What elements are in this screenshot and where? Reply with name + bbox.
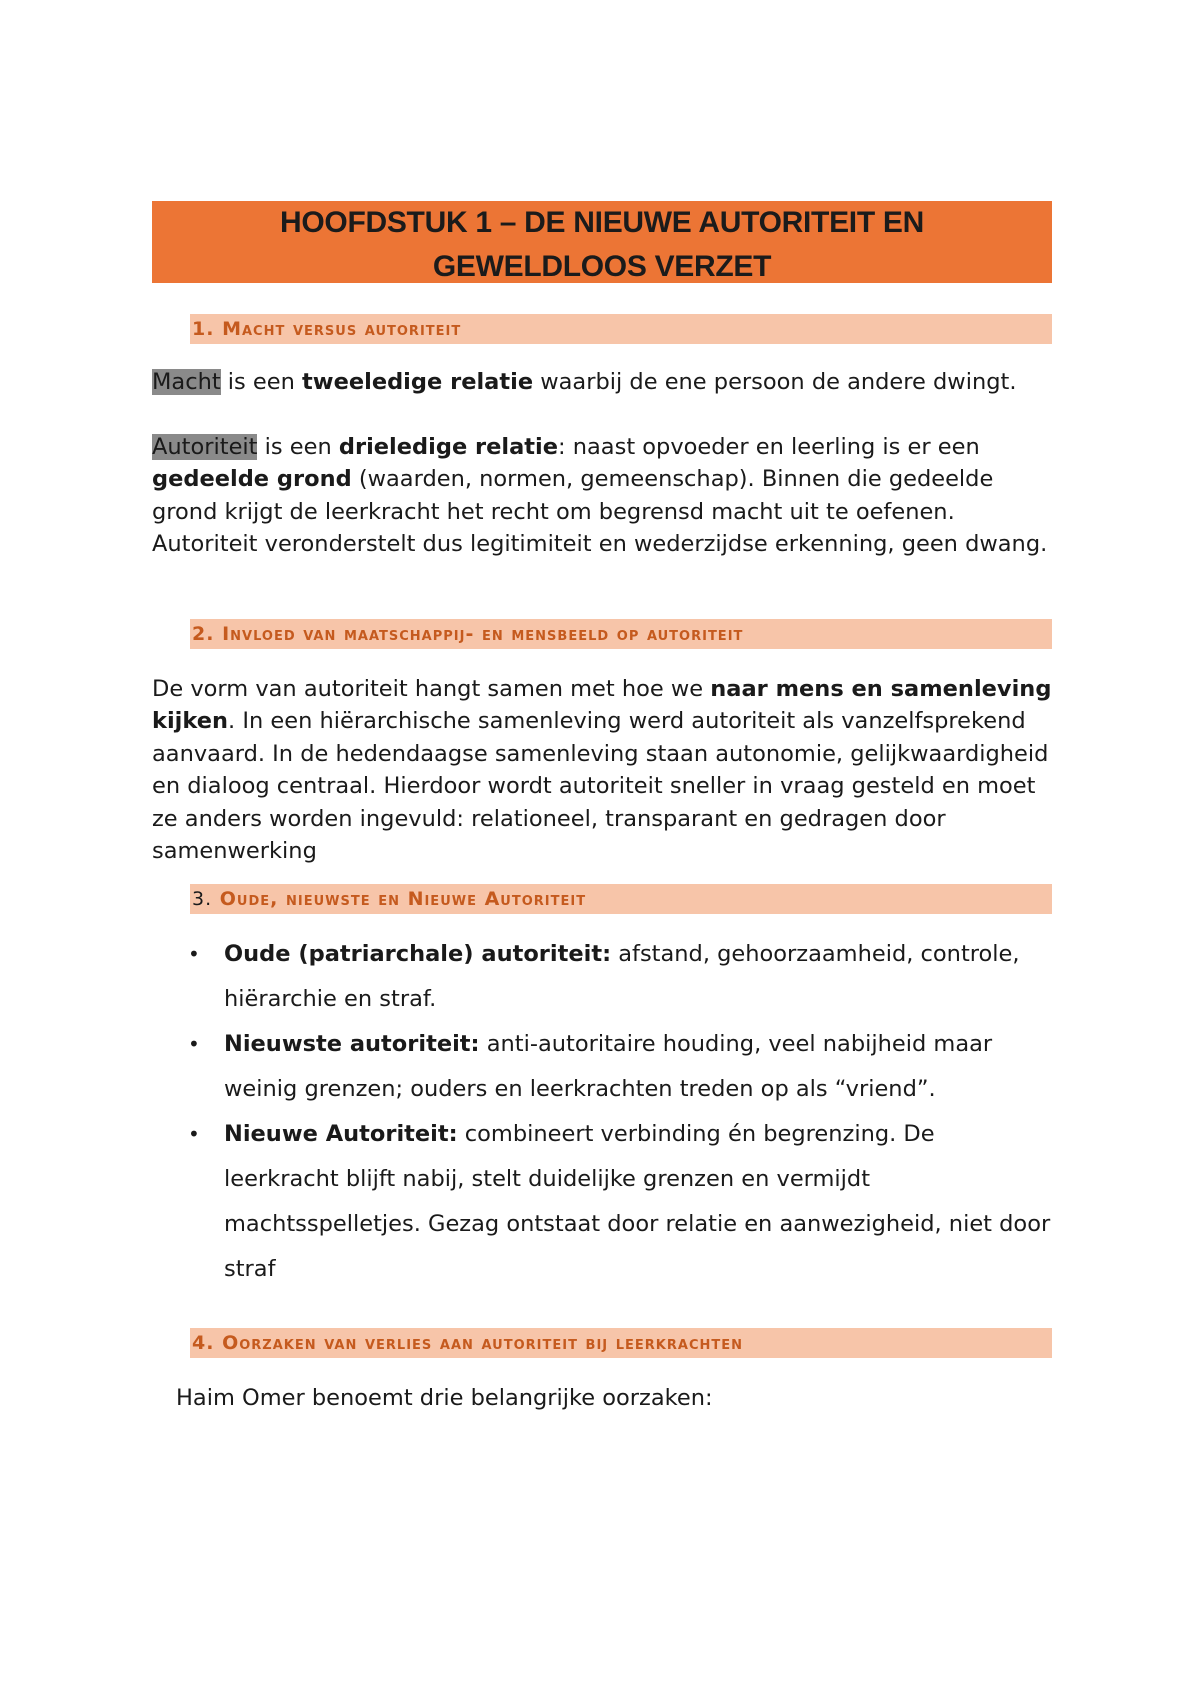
paragraph-macht: [152, 366, 1052, 399]
text-run: . In een hiërarchische samenleving werd autoriteit als vanzelfsprekend aanvaard. In de hedendaagse samenleving staan autonomie, gelijkwaardigheid en dialoog centraal. Hierdoor wordt autoriteit sneller in vraag gesteld en moet ze anders worden ingevuld: relationeel, transparant en gedragen door samenwerking: [152, 708, 1049, 864]
section-heading-3: [190, 884, 1052, 914]
text-run: is een: [220, 369, 303, 395]
section-number: 3.: [192, 887, 213, 910]
section-heading-4: [190, 1328, 1052, 1358]
list-item-text: combineert verbinding én begrenzing. De leerkracht blijft nabij, stelt duidelijke grenzen en vermijdt machtsspelletjes. Gezag ontstaat door relatie en aanwezigheid, niet door straf: [224, 1120, 1051, 1282]
chapter-title-line1: HOOFDSTUK 1 – DE NIEUWE AUTORITEIT EN: [280, 206, 924, 239]
list-item: [188, 1112, 1052, 1292]
chapter-title: [152, 201, 1052, 283]
bullet-icon: •: [188, 941, 200, 966]
section-title: Oude, nieuwste en Nieuwe Autoriteit: [219, 887, 587, 910]
highlighted-term: Autoriteit: [152, 433, 258, 460]
list-item-text: afstand, gehoorzaamheid, controle, hiërarchie en straf.: [224, 940, 1020, 1012]
bold-term: naar mens en samenleving kijken: [152, 675, 1052, 734]
bold-term: tweeledige relatie: [302, 369, 534, 395]
list-item: [188, 1022, 1052, 1112]
section-number: 2.: [192, 622, 215, 645]
text-run: (waarden, normen, gemeenschap). Binnen die gedeelde grond krijgt de leerkracht het recht om begrensd macht uit te oefenen. Autoriteit veronderstelt dus legitimiteit en wederzijdse erkenning, geen dwang.: [152, 466, 1048, 557]
text-run: De vorm van autoriteit hangt samen met hoe we: [152, 675, 711, 702]
bold-term: gedeelde grond: [152, 466, 352, 492]
bullet-icon: •: [188, 1031, 200, 1056]
paragraph-maatschappij: [152, 673, 1052, 868]
list-item-text: anti-autoritaire houding, veel nabijheid maar weinig grenzen; ouders en leerkrachten treden op als “vriend”.: [224, 1030, 993, 1102]
text-run: waarbij de ene persoon de andere dwingt.: [533, 369, 1017, 395]
bullet-icon: •: [188, 1121, 200, 1146]
chapter-title-line2: GEWELDLOOS VERZET: [432, 250, 772, 283]
list-item-label: Nieuwe Autoriteit:: [224, 1120, 458, 1147]
list-item: [188, 932, 1052, 1022]
section-title: Invloed van maatschappij- en mensbeeld op autoriteit: [222, 622, 744, 645]
section-number: 1.: [192, 318, 215, 340]
section-heading-2: [190, 619, 1052, 649]
authority-types-list: [152, 932, 1052, 1292]
paragraph-autoriteit: [152, 431, 1052, 561]
section-heading-1: [190, 314, 1052, 344]
bold-term: drieledige relatie: [338, 433, 559, 460]
list-item-label: Oude (patriarchale) autoriteit:: [224, 940, 612, 967]
section-title: Macht versus autoriteit: [222, 318, 462, 340]
section-title: Oorzaken van verlies aan autoriteit bij leerkrachten: [222, 1331, 744, 1354]
paragraph-oorzaken-intro: Haim Omer benoemt drie belangrijke oorzaken:: [176, 1384, 713, 1411]
highlighted-term: Macht: [152, 369, 221, 395]
text-run: is een: [257, 433, 339, 460]
document-page: [152, 201, 1052, 1414]
section-number: 4.: [192, 1331, 215, 1354]
text-run: : naast opvoeder en leerling is er een: [558, 433, 980, 460]
list-item-label: Nieuwste autoriteit:: [224, 1030, 480, 1057]
